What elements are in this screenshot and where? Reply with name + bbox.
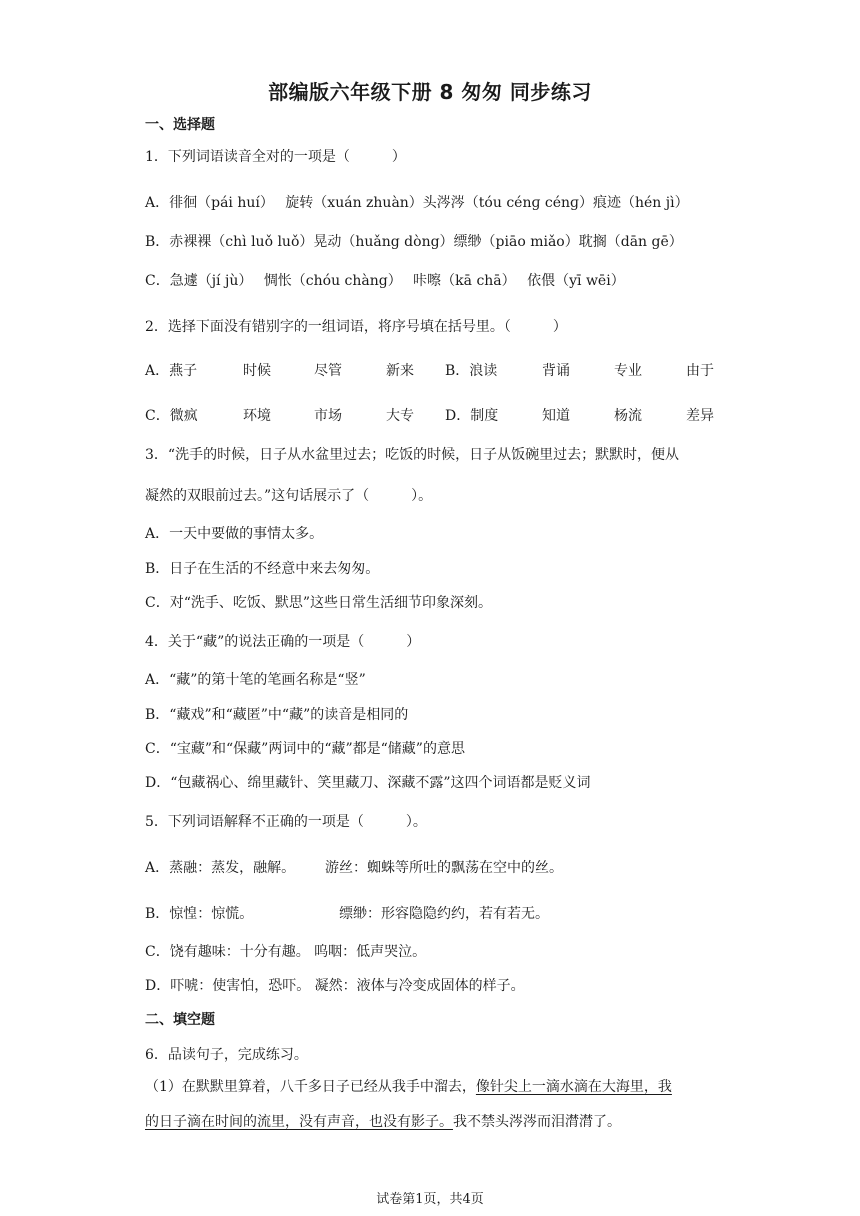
word-cell: C．微疯 bbox=[145, 408, 198, 424]
page-title: 部编版六年级下册 8 匆匆 同步练习 bbox=[268, 80, 592, 104]
word-cell: B．浪读 bbox=[445, 363, 498, 379]
word-cell: 杨流 bbox=[614, 408, 642, 424]
question-5-option-a-part1: A．蒸融：蒸发，融解。 bbox=[145, 860, 296, 876]
word-cell: 知道 bbox=[542, 408, 570, 424]
word-cell: 新来 bbox=[386, 363, 414, 379]
question-3-option-c: C．对“洗手、吃饭、默思”这些日常生活细节印象深刻。 bbox=[145, 595, 493, 611]
question-4-stem: 4．关于“藏”的说法正确的一项是（ ） bbox=[145, 634, 421, 650]
word-cell: 时候 bbox=[243, 363, 271, 379]
question-5-option-c: C．饶有趣味：十分有趣。 呜咽：低声哭泣。 bbox=[145, 944, 427, 960]
passage-text: （1）在默默里算着，八千多日子已经从我手中溜去， bbox=[145, 1079, 476, 1095]
question-1-stem: 1．下列词语读音全对的一项是（ ） bbox=[145, 149, 406, 165]
passage-underlined-text: 像针尖上一滴水滴在大海里，我 bbox=[475, 1079, 672, 1095]
question-3-option-b: B．日子在生活的不经意中来去匆匆。 bbox=[145, 561, 380, 577]
section-heading-fill-blank: 二、填空题 bbox=[145, 1012, 215, 1028]
word-cell: D．制度 bbox=[445, 408, 499, 424]
word-cell: 背诵 bbox=[542, 363, 570, 379]
question-5-option-b-part2: 缥缈：形容隐隐约约，若有若无。 bbox=[339, 906, 549, 922]
word-cell: 尽管 bbox=[314, 363, 342, 379]
question-5-option-b-part1: B．惊惶：惊慌。 bbox=[145, 906, 254, 922]
question-6-passage-line1 bbox=[145, 1076, 672, 1096]
word-cell: 环境 bbox=[243, 408, 271, 424]
question-3-option-a: A．一天中要做的事情太多。 bbox=[145, 526, 324, 542]
question-2-stem: 2．选择下面没有错别字的一组词语，将序号填在括号里。（ ） bbox=[145, 319, 567, 335]
page-footer: 试卷第1页，共4页 bbox=[376, 1192, 484, 1207]
section-heading-choice: 一、选择题 bbox=[145, 117, 215, 133]
question-1-option-b: B．赤裸裸（chì luǒ luǒ）晃动（huǎng dòng）缥缈（piāo miǎo）耽搁（dān gē） bbox=[145, 234, 683, 250]
question-5-option-d: D．吓唬：使害怕，恐吓。 凝然：液体与冷变成固体的样子。 bbox=[145, 978, 525, 994]
question-4-option-c: C．“宝藏”和“保藏”两词中的“藏”都是“储藏”的意思 bbox=[145, 741, 465, 757]
question-6-passage-line2 bbox=[145, 1111, 621, 1131]
word-cell: 市场 bbox=[314, 408, 342, 424]
question-3-stem-line2: 凝然的双眼前过去。”这句话展示了（ ）。 bbox=[145, 488, 433, 504]
word-cell: A．燕子 bbox=[145, 363, 198, 379]
question-5-stem: 5．下列词语解释不正确的一项是（ ）。 bbox=[145, 814, 427, 830]
word-cell: 差异 bbox=[686, 408, 714, 424]
question-3-stem-line1: 3．“洗手的时候，日子从水盆里过去；吃饭的时候，日子从饭碗里过去；默默时，便从 bbox=[145, 447, 680, 463]
question-4-option-a: A．“藏”的第十笔的笔画名称是“竖” bbox=[145, 672, 366, 688]
question-4-option-b: B．“藏戏”和“藏匿”中“藏”的读音是相同的 bbox=[145, 707, 409, 723]
question-1-option-c: C．急遽（jí jù） 惆怅（chóu chàng） 咔嚓（kā chā） 依偎（yī wēi） bbox=[145, 273, 625, 289]
word-cell: 专业 bbox=[614, 363, 642, 379]
passage-underlined-text: 的日子滴在时间的流里，没有声音，也没有影子。 bbox=[145, 1114, 453, 1130]
question-4-option-d: D．“包藏祸心、绵里藏针、笑里藏刀、深藏不露”这四个词语都是贬义词 bbox=[145, 775, 591, 791]
question-1-option-a: A．徘徊（pái huí） 旋转（xuán zhuàn）头涔涔（tóu cénɡ cénɡ）痕迹（hén jì） bbox=[145, 195, 689, 211]
word-cell: 由于 bbox=[686, 363, 714, 379]
passage-text: 我不禁头涔涔而泪潸潸了。 bbox=[453, 1114, 621, 1130]
question-6-stem: 6．品读句子，完成练习。 bbox=[145, 1047, 308, 1063]
word-cell: 大专 bbox=[386, 408, 414, 424]
question-5-option-a-part2: 游丝：蜘蛛等所吐的飘荡在空中的丝。 bbox=[325, 860, 563, 876]
